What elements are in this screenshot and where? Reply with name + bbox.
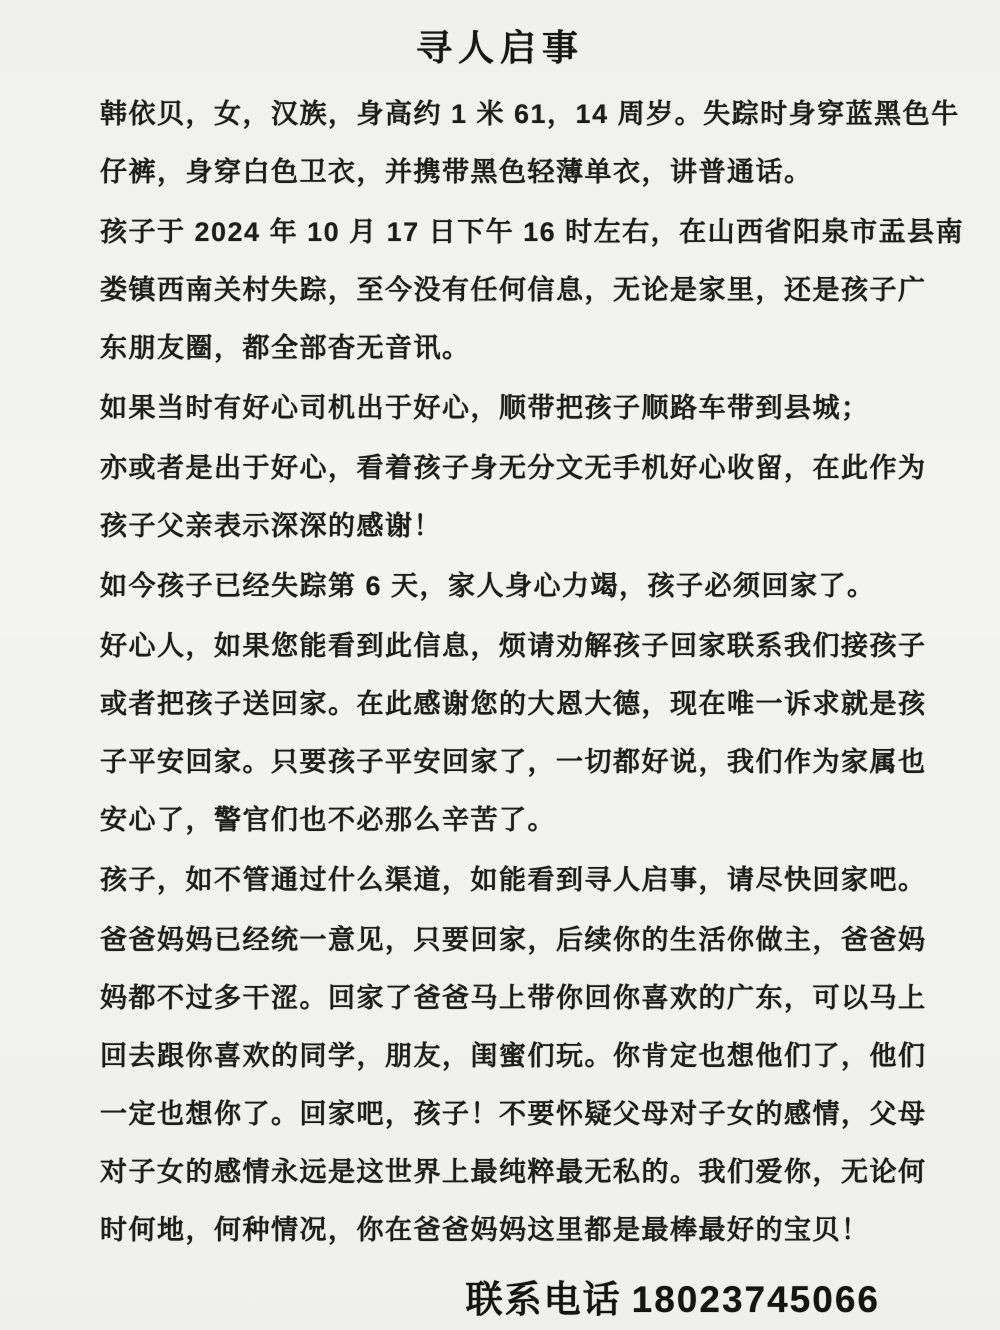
text-line: 孩子于 2024 年 10 月 17 日下午 16 时左右，在山西省阳泉市盂县南 xyxy=(100,217,965,247)
paragraph-3 xyxy=(100,379,1000,437)
paragraph-2 xyxy=(100,203,1000,377)
text-line: 妈都不过多干涩。回家了爸爸马上带你回你喜欢的广东，可以马上 xyxy=(100,983,927,1013)
text-line: 一定也想你了。回家吧，孩子！不要怀疑父母对子女的感情，父母 xyxy=(100,1099,927,1129)
text-line: 韩依贝，女，汉族，身高约 1 米 61，14 周岁。失踪时身穿蓝黑色牛 xyxy=(100,99,960,129)
text-line: 如今孩子已经失踪第 6 天，家人身心力竭，孩子必须回家了。 xyxy=(100,571,876,601)
text-line: 孩子父亲表示深深的感谢！ xyxy=(100,511,442,541)
paragraph-5 xyxy=(100,557,1000,615)
text-line: 时何地，何种情况，你在爸爸妈妈这里都是最棒最好的宝贝！ xyxy=(100,1215,870,1245)
paragraph-6 xyxy=(100,617,1000,849)
text-line: 娄镇西南关村失踪，至今没有任何信息，无论是家里，还是孩子广 xyxy=(100,275,927,305)
contact-phone: 18023745066 xyxy=(631,1279,880,1320)
notice-body xyxy=(0,85,1000,1259)
text-line: 孩子，如不管通过什么渠道，如能看到寻人启事，请尽快回家吧。 xyxy=(100,865,927,895)
text-line: 好心人，如果您能看到此信息，烦请劝解孩子回家联系我们接孩子 xyxy=(100,631,927,661)
contact-label: 联系电话 xyxy=(465,1279,622,1320)
text-line: 如果当时有好心司机出于好心，顺带把孩子顺路车带到县城； xyxy=(100,393,870,423)
text-line: 对子女的感情永远是这世界上最纯粹最无私的。我们爱你，无论何 xyxy=(100,1157,927,1187)
text-line: 回去跟你喜欢的同学，朋友，闺蜜们玩。你肯定也想他们了，他们 xyxy=(100,1041,927,1071)
text-line: 仔裤，身穿白色卫衣，并携带黑色轻薄单衣，讲普通话。 xyxy=(100,157,813,187)
paragraph-8 xyxy=(100,911,1000,1259)
text-line: 亦或者是出于好心，看着孩子身无分文无手机好心收留，在此作为 xyxy=(100,453,927,483)
text-line: 东朋友圈，都全部杳无音讯。 xyxy=(100,333,471,363)
text-line: 或者把孩子送回家。在此感谢您的大恩大德，现在唯一诉求就是孩 xyxy=(100,689,927,719)
contact-line xyxy=(0,1269,1000,1323)
text-line: 子平安回家。只要孩子平安回家了，一切都好说，我们作为家属也 xyxy=(100,747,927,777)
text-line: 爸爸妈妈已经统一意见，只要回家，后续你的生活你做主，爸爸妈 xyxy=(100,925,927,955)
notice-title: 寻人启事 xyxy=(415,27,584,68)
paragraph-7 xyxy=(100,851,1000,909)
paragraph-1 xyxy=(100,85,1000,201)
paragraph-4 xyxy=(100,439,1000,555)
text-line: 安心了，警官们也不必那么辛苦了。 xyxy=(100,805,556,835)
